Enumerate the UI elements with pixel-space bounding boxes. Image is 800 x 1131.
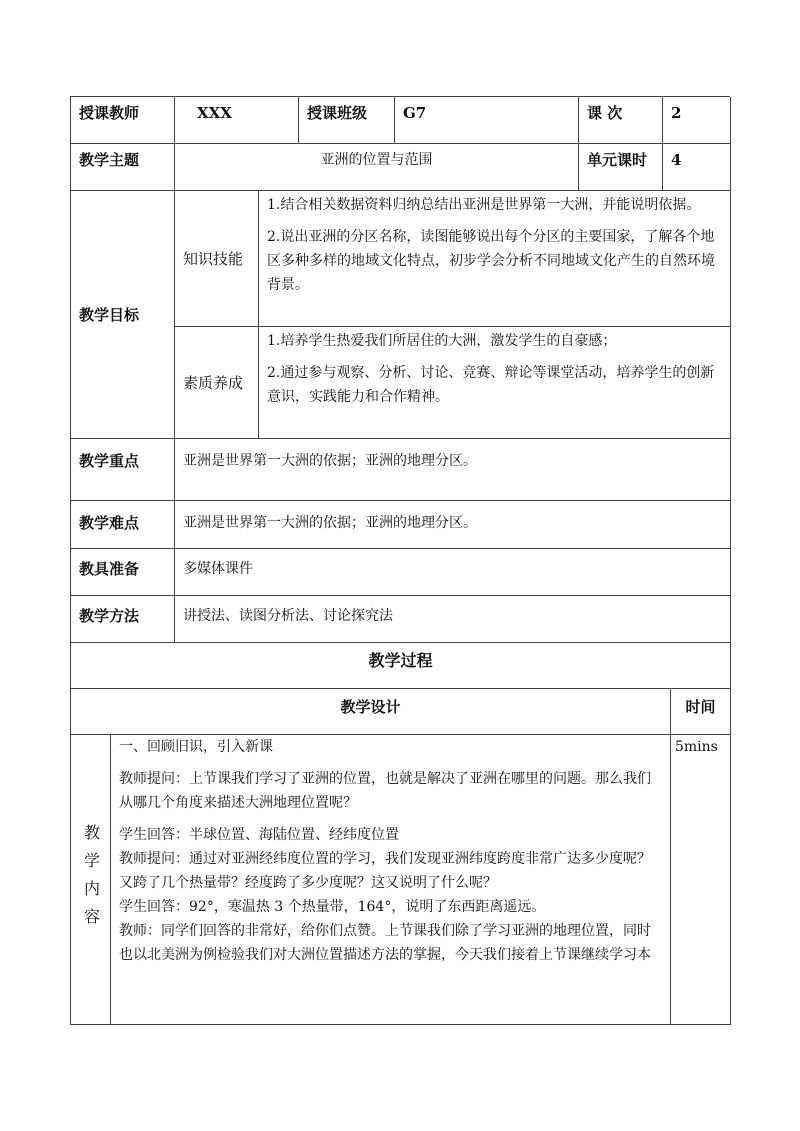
content-line: 教师提问：上节课我们学习了亚洲的位置，也就是解决了亚洲在哪里的问题。那么我们从哪几个角度来描述大洲地理位置呢？	[119, 771, 651, 811]
unit-label: 单元课时	[579, 144, 663, 191]
header-row-2	[70, 144, 730, 191]
content-body	[111, 735, 671, 1025]
knowledge-label: 知识技能	[175, 191, 259, 327]
info-rows	[70, 439, 730, 643]
quality-item: 1.培养学生热爱我们所居住的大洲，激发学生的自豪感；	[267, 333, 617, 349]
session-label: 课 次	[579, 97, 663, 144]
topic-value: 亚洲的位置与范围	[175, 144, 579, 191]
methods-label: 教学方法	[71, 596, 175, 643]
class-value: G7	[395, 97, 579, 144]
process-title-row	[70, 643, 730, 689]
content-line: 一、回顾旧识，引入新课	[119, 739, 273, 755]
teacher-label: 授课教师	[71, 97, 175, 144]
quality-content	[259, 327, 731, 439]
materials-value: 多媒体课件	[175, 549, 731, 596]
key-points-label: 教学重点	[71, 439, 175, 501]
lesson-plan-table	[70, 96, 730, 1025]
difficulties-label: 教学难点	[71, 501, 175, 549]
knowledge-content	[259, 191, 731, 327]
content-line: 教师提问：通过对亚洲经纬度位置的学习，我们发现亚洲纬度跨度非常广达多少度呢？又跨了几个热量带？经度跨了多少度呢？这又说明了什么呢？	[119, 851, 651, 891]
goals-label: 教学目标	[71, 191, 175, 439]
goals-section	[70, 191, 730, 439]
content-label-cell	[71, 735, 111, 1025]
content-label: 教学内容	[81, 823, 101, 936]
process-header-row	[70, 689, 730, 735]
time-header: 时间	[671, 689, 731, 735]
teacher-value: XXX	[175, 97, 299, 144]
materials-label: 教具准备	[71, 549, 175, 596]
knowledge-item: 2.说出亚洲的分区名称，读图能够说出每个分区的主要国家，了解各个地区多种多样的地域文化特点，初步学会分析不同地域文化产生的自然环境背景。	[267, 229, 715, 293]
key-points-value: 亚洲是世界第一大洲的依据；亚洲的地理分区。	[175, 439, 731, 501]
methods-value: 讲授法、读图分析法、讨论探究法	[175, 596, 731, 643]
quality-item: 2.通过参与观察、分析、讨论、竞赛、辩论等课堂活动，培养学生的创新意识，实践能力和合作精神。	[267, 365, 715, 405]
session-value: 2	[663, 97, 731, 144]
quality-label: 素质养成	[175, 327, 259, 439]
topic-label: 教学主题	[71, 144, 175, 191]
time-value: 5mins	[671, 735, 731, 1025]
header-row-1	[70, 96, 730, 144]
content-line: 学生回答：92°，寒温热 3 个热量带，164°，说明了东西距离遥远。	[119, 899, 546, 915]
content-line: 学生回答：半球位置、海陆位置、经纬度位置	[119, 827, 399, 843]
design-header: 教学设计	[71, 689, 671, 735]
unit-value: 4	[663, 144, 731, 191]
knowledge-item: 1.结合相关数据资料归纳总结出亚洲是世界第一大洲，并能说明依据。	[267, 197, 701, 213]
content-line: 教师：同学们回答的非常好，给你们点赞。上节课我们除了学习亚洲的地理位置，同时也以北美洲为例检验我们对大洲位置描述方法的掌握，今天我们接着上节课继续学习本	[119, 923, 651, 963]
difficulties-value: 亚洲是世界第一大洲的依据；亚洲的地理分区。	[175, 501, 731, 549]
class-label: 授课班级	[299, 97, 395, 144]
process-content-row	[70, 735, 730, 1025]
process-title: 教学过程	[71, 643, 731, 689]
